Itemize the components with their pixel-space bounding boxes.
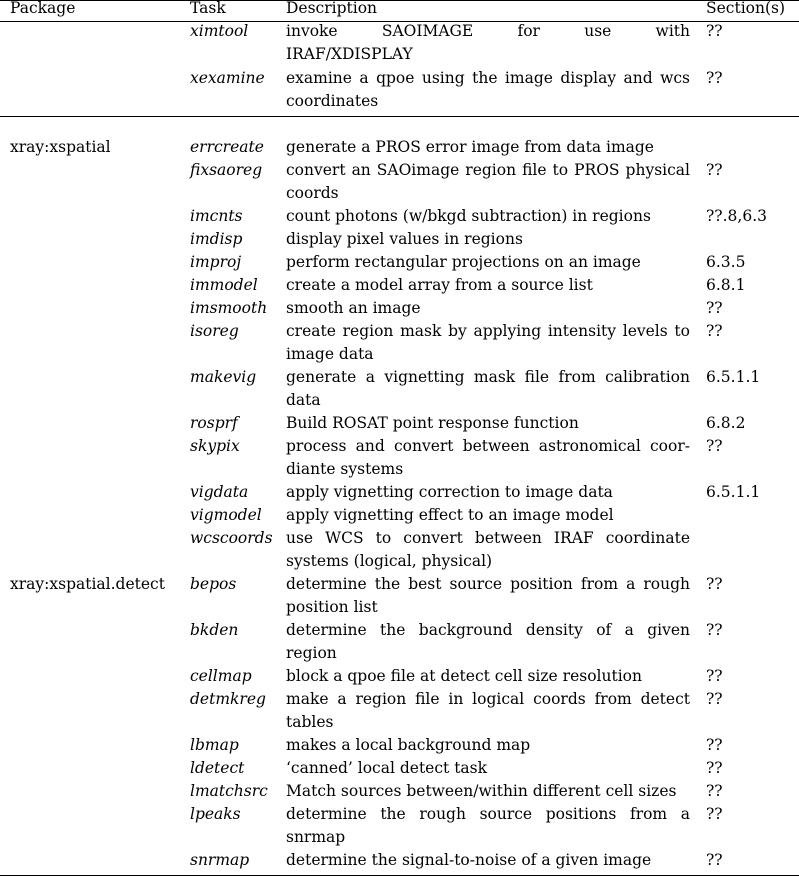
description-line: smooth an image — [286, 299, 421, 317]
row-description — [286, 159, 690, 205]
row-section: ?? — [706, 759, 723, 777]
row-description — [286, 757, 690, 780]
row-section: ??.8,6.3 — [706, 207, 767, 225]
row-description — [286, 619, 690, 665]
row-task: ldetect — [190, 759, 245, 777]
row-section: ?? — [706, 322, 723, 340]
row-description — [286, 228, 690, 251]
row-task: makevig — [190, 368, 257, 386]
row-task: lpeaks — [190, 805, 241, 823]
row-description — [286, 274, 690, 297]
description-line: apply vignetting correction to image data — [286, 483, 613, 501]
row-description — [286, 205, 690, 228]
description-line: process and convert between astronomical coor- — [286, 437, 690, 455]
row-section: ?? — [706, 437, 723, 455]
row-section: 6.5.1.1 — [706, 368, 761, 386]
description-line: use WCS to convert between IRAF coordinate — [286, 529, 690, 547]
description-line: data — [286, 391, 321, 409]
row-description — [286, 688, 690, 734]
description-line: generate a PROS error image from data image — [286, 138, 654, 156]
row-section: ?? — [706, 805, 723, 823]
row-task: bepos — [190, 575, 237, 593]
description-line: count photons (w/bkgd subtraction) in regions — [286, 207, 651, 225]
header-task: Task — [190, 0, 226, 17]
description-line: determine the background density of a given — [286, 621, 690, 639]
row-description — [286, 136, 690, 159]
description-line: apply vignetting effect to an image model — [286, 506, 614, 524]
description-line: ‘canned’ local detect task — [286, 759, 488, 777]
row-task: immodel — [190, 276, 258, 294]
row-section: ?? — [706, 851, 723, 869]
description-line: determine the rough source positions from a — [286, 805, 690, 823]
row-section: ?? — [706, 299, 723, 317]
header-description: Description — [286, 0, 378, 17]
row-task: wcscoords — [190, 529, 273, 547]
row-description — [286, 320, 690, 366]
row-description — [286, 803, 690, 849]
row-description — [286, 297, 690, 320]
row-task: imdisp — [190, 230, 243, 248]
row-section: 6.3.5 — [706, 253, 746, 271]
group-rule — [0, 116, 799, 117]
row-section: ?? — [706, 690, 723, 708]
row-description — [286, 573, 690, 619]
description-line: generate a vignetting mask file from calibration — [286, 368, 690, 386]
description-line: block a qpoe file at detect cell size resolution — [286, 667, 642, 685]
row-task: cellmap — [190, 667, 252, 685]
description-line: create region mask by applying intensity levels to — [286, 322, 690, 340]
row-task: improj — [190, 253, 242, 271]
row-task: isoreg — [190, 322, 239, 340]
row-section: 6.8.1 — [706, 276, 746, 294]
row-description — [286, 849, 690, 872]
row-task: bkden — [190, 621, 239, 639]
row-task: detmkreg — [190, 690, 266, 708]
description-line: Match sources between/within different cell sizes — [286, 782, 677, 800]
row-description — [286, 734, 690, 757]
row-section: ?? — [706, 575, 723, 593]
description-line: display pixel values in regions — [286, 230, 523, 248]
description-line: image data — [286, 345, 374, 363]
row-task: imsmooth — [190, 299, 268, 317]
description-line: systems (logical, physical) — [286, 552, 493, 570]
header-sections: Section(s) — [706, 0, 786, 17]
description-line: makes a local background map — [286, 736, 531, 754]
description-line: snrmap — [286, 828, 346, 846]
row-description — [286, 67, 690, 113]
row-task: skypix — [190, 437, 240, 455]
row-section: ?? — [706, 667, 723, 685]
row-task: fixsaoreg — [190, 161, 263, 179]
row-task: rosprf — [190, 414, 238, 432]
row-package: xray:xspatial.detect — [10, 575, 165, 593]
row-section: ?? — [706, 621, 723, 639]
description-line: diante systems — [286, 460, 404, 478]
row-task: ximtool — [190, 22, 249, 40]
row-task: vigdata — [190, 483, 249, 501]
row-description — [286, 481, 690, 504]
row-task: lbmap — [190, 736, 239, 754]
row-section: ?? — [706, 782, 723, 800]
description-line: make a region file in logical coords from detect — [286, 690, 690, 708]
row-description — [286, 366, 690, 412]
row-section: 6.8.2 — [706, 414, 746, 432]
row-section: ?? — [706, 161, 723, 179]
description-line: IRAF/XDISPLAY — [286, 45, 413, 63]
row-task: vigmodel — [190, 506, 262, 524]
row-description — [286, 412, 690, 435]
row-section: 6.5.1.1 — [706, 483, 761, 501]
row-description — [286, 435, 690, 481]
description-line: coords — [286, 184, 339, 202]
row-task: imcnts — [190, 207, 243, 225]
description-line: determine the best source position from a rough — [286, 575, 690, 593]
row-description — [286, 780, 690, 803]
description-line: invoke SAOIMAGE for use with — [286, 22, 690, 40]
row-description — [286, 504, 690, 527]
row-description — [286, 251, 690, 274]
description-line: tables — [286, 713, 334, 731]
row-section: ?? — [706, 22, 723, 40]
row-task: xexamine — [190, 69, 265, 87]
description-line: create a model array from a source list — [286, 276, 593, 294]
row-description — [286, 20, 690, 66]
row-task: errcreate — [190, 138, 264, 156]
bottom-rule — [0, 875, 799, 876]
row-section: ?? — [706, 69, 723, 87]
row-task: lmatchsrc — [190, 782, 268, 800]
description-line: coordinates — [286, 92, 379, 110]
description-line: examine a qpoe using the image display and wcs — [286, 69, 690, 87]
row-task: snrmap — [190, 851, 250, 869]
description-line: region — [286, 644, 337, 662]
description-line: perform rectangular projections on an image — [286, 253, 641, 271]
row-description — [286, 527, 690, 573]
row-package: xray:xspatial — [10, 138, 111, 156]
description-line: Build ROSAT point response function — [286, 414, 579, 432]
row-section: ?? — [706, 736, 723, 754]
row-description — [286, 665, 690, 688]
description-line: determine the signal-to-noise of a given image — [286, 851, 652, 869]
header-package: Package — [10, 0, 76, 17]
description-line: position list — [286, 598, 378, 616]
description-line: convert an SAOimage region file to PROS physical — [286, 161, 690, 179]
